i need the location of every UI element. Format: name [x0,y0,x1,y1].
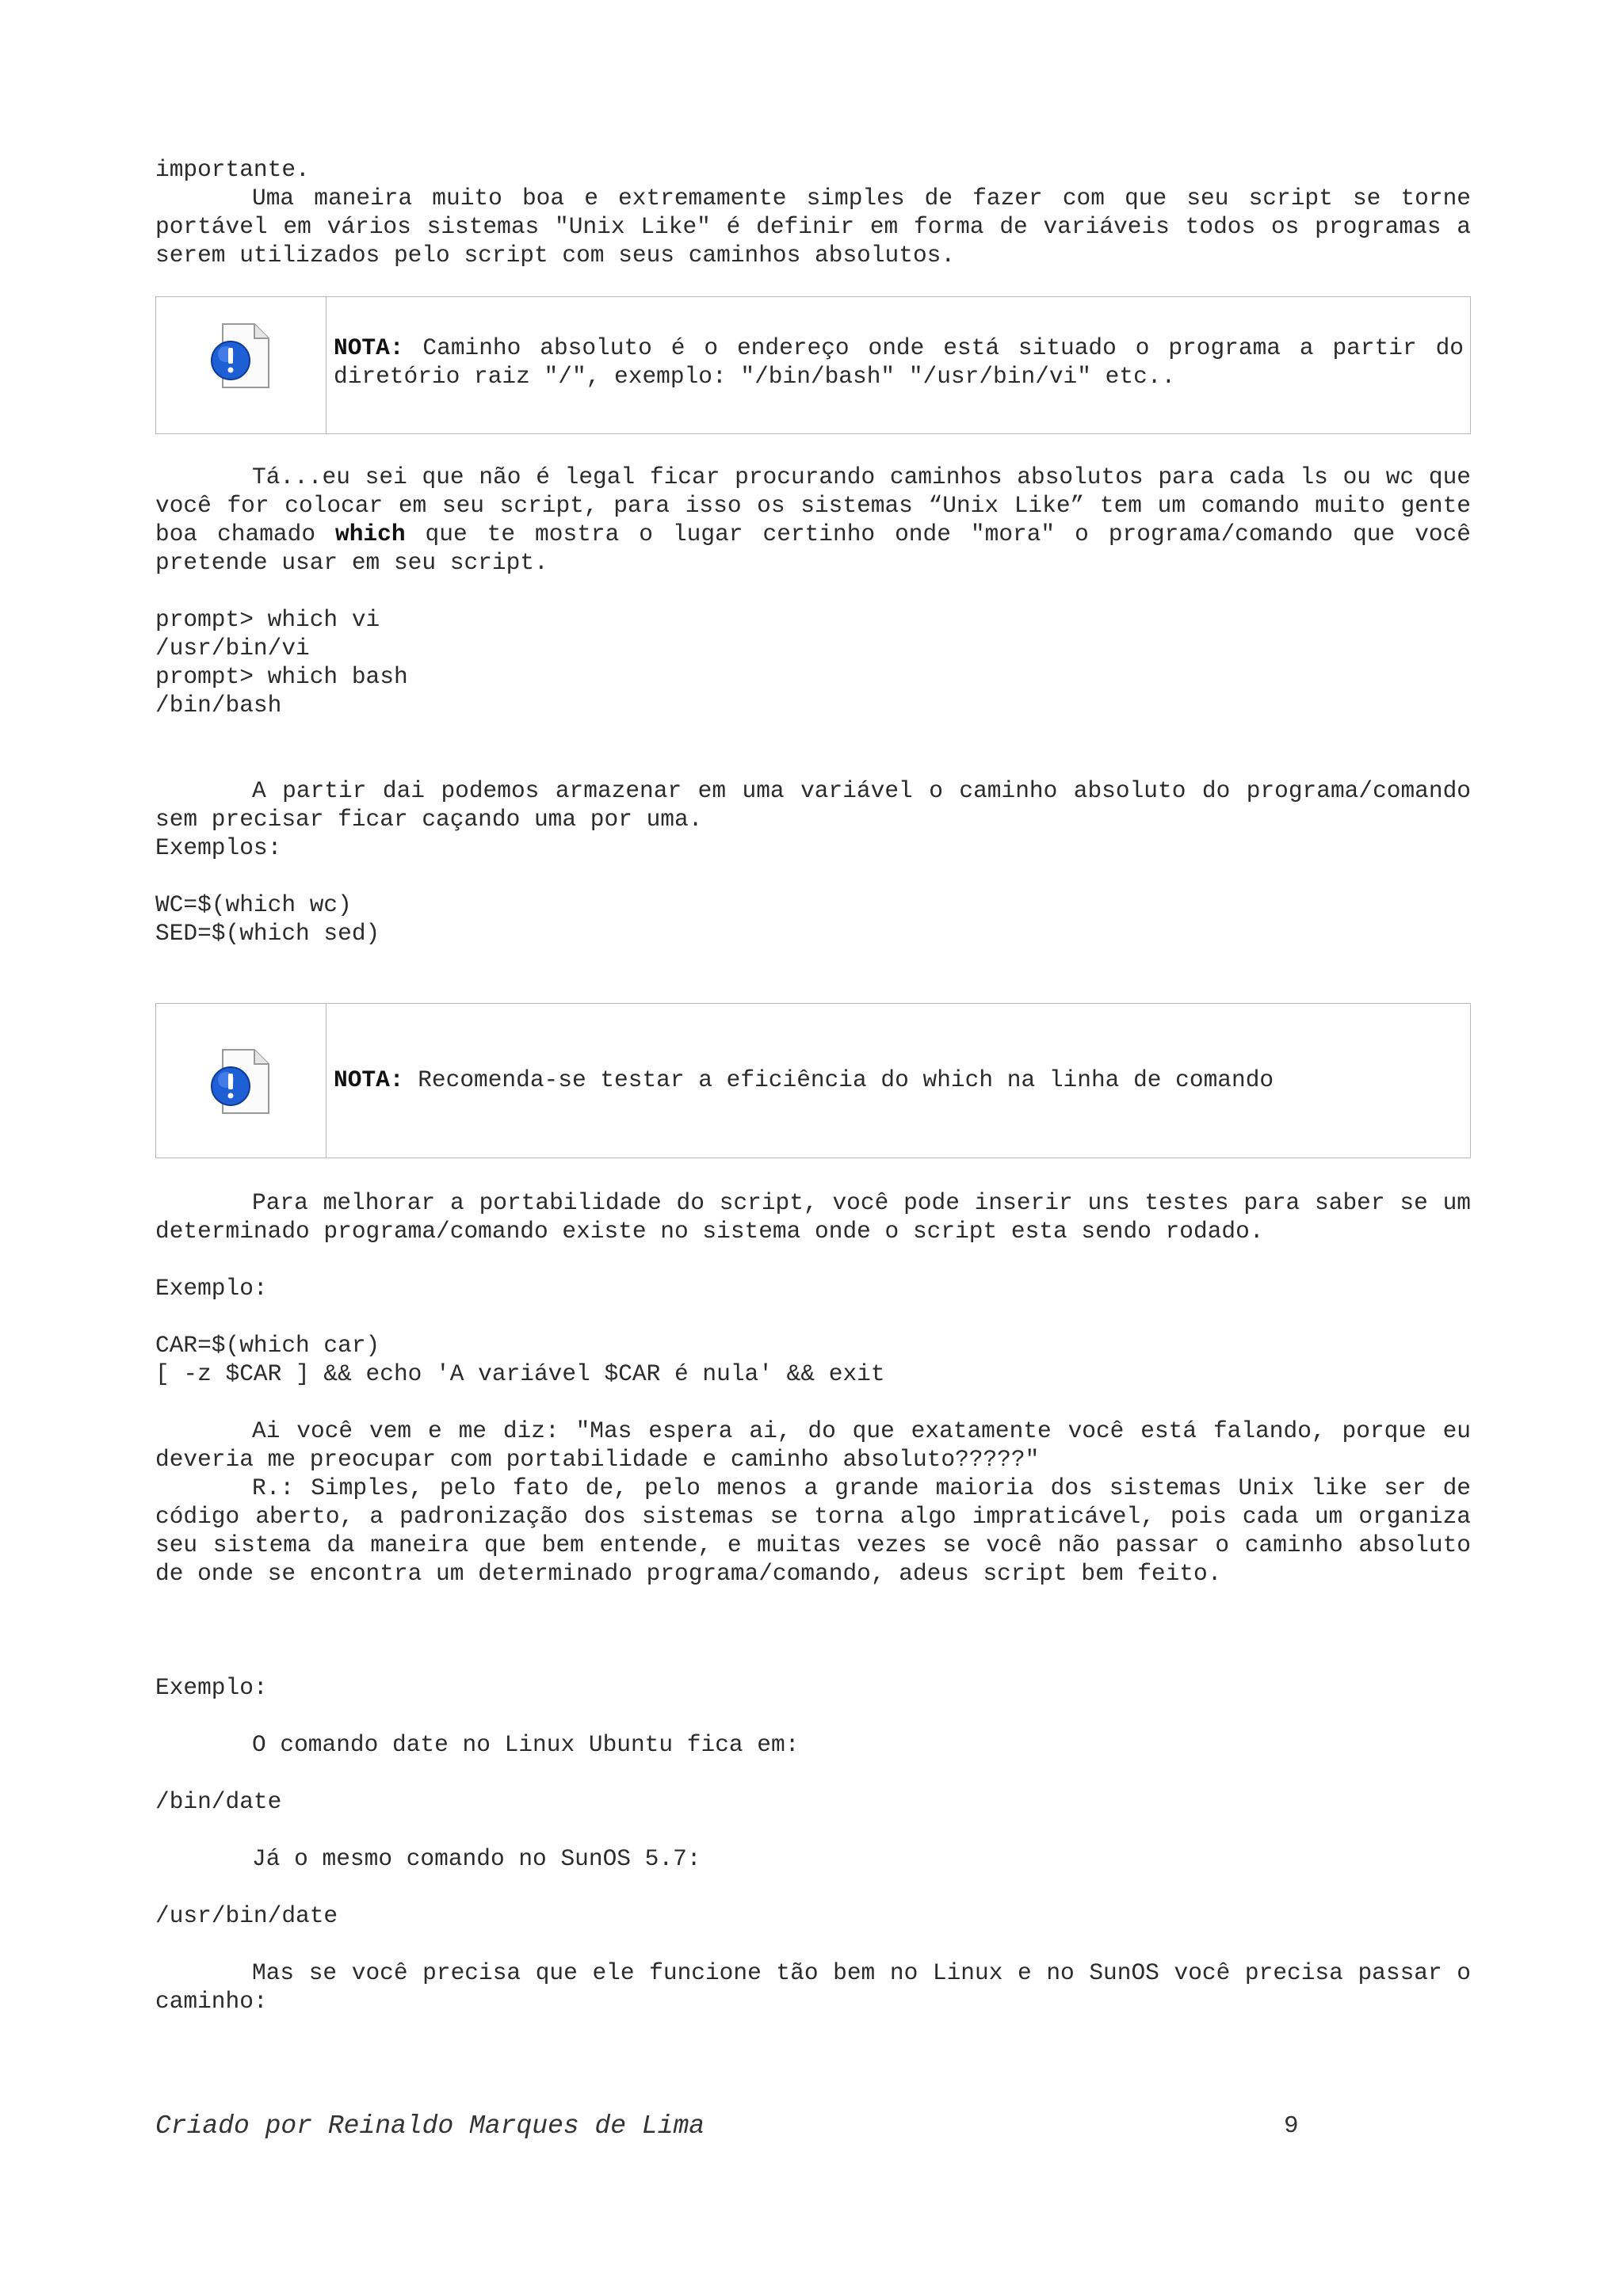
date-paragraph: O comando date no Linux Ubuntu fica em: [252,1731,800,1758]
info-document-icon [208,322,272,389]
page-number: 9 [1284,2112,1299,2140]
note-text [334,334,1464,391]
example-label: Exemplo: [155,1275,268,1302]
code-which-vi [155,605,1471,662]
intro-first-line: importante. [155,156,310,183]
intro-paragraph: Uma maneira muito boa e extremamente simples de fazer com que seu script se torne portável em vários sistemas "Unix Like" é definir em forma de variáveis todos os programas a serem utilizados pelo script com seus caminhos absolutos. [155,185,1471,269]
examples-label: Exemplos: [155,834,282,861]
code-line: /usr/bin/vi [155,635,310,662]
note-icon-cell [156,1004,327,1158]
code-examples [155,891,1471,948]
note-text [334,1066,1464,1094]
code-line: [ -z $CAR ] && echo 'A variável $CAR é nula' && exit [155,1360,885,1387]
which-paragraph-start: Tá...eu sei que não é legal ficar procurando caminhos absolutos para cada ls ou wc que você for colocar em seu script, para isso os sistemas “Unix Like” tem um comando muito gente boa chamado [155,463,1471,547]
path-bin-date: /bin/date [155,1788,282,1815]
portability-paragraph: Para melhorar a portabilidade do script, você pode inserir uns testes para saber se um determinado programa/comando existe no sistema onde o script esta sendo rodado. [155,1189,1471,1245]
note-box [155,1003,1471,1158]
example-label: Exemplo: [155,1674,268,1701]
note-body: Recomenda-se testar a eficiência do which na linha de comando [403,1066,1274,1093]
which-paragraph-end: que te mostra o lugar certinho onde "mora" o programa/comando que você pretende usar em seu script. [155,521,1472,576]
partir-paragraph: A partir dai podemos armazenar em uma variável o caminho absoluto do programa/comando sem precisar ficar caçando uma por uma. [155,777,1471,833]
note-icon-cell [156,297,327,433]
code-which-bash [155,662,1471,719]
footer-author: Criado por Reinaldo Marques de Lima [155,2111,705,2141]
code-line: SED=$(which sed) [155,920,380,947]
answer-paragraph: R.: Simples, pelo fato de, pelo menos a grande maioria dos sistemas Unix like ser de código aberto, a padronização dos sistemas se torna algo impraticável, pois cada um organiza seu sistema da maneira que bem entende, e muitas vezes se você não passar o caminho absoluto de onde se encontra um determinado programa/comando, adeus script bem feito. [155,1474,1471,1587]
code-line: prompt> which vi [155,606,380,633]
code-line: CAR=$(which car) [155,1332,380,1359]
code-line: /bin/bash [155,692,282,719]
which-keyword: which [335,521,406,547]
note-body: Caminho absoluto é o endereço onde está situado o programa a partir do diretório raiz "/", exemplo: "/bin/bash" "/usr/bin/vi" etc.. [334,334,1464,390]
code-line: prompt> which bash [155,663,408,690]
mas-paragraph: Mas se você precisa que ele funcione tão bem no Linux e no SunOS você precisa passar o caminho: [155,1959,1471,2015]
intro-text [155,155,1471,269]
note-label: NOTA: [334,334,404,361]
sunos-paragraph: Já o mesmo comando no SunOS 5.7: [252,1845,701,1872]
ai-paragraph: Ai você vem e me diz: "Mas espera ai, do que exatamente você está falando, porque eu deveria me preocupar com portabilidade e caminho absoluto?????" [155,1417,1471,1473]
info-document-icon [208,1048,272,1115]
code-car-test [155,1331,1471,1388]
path-usr-bin-date: /usr/bin/date [155,1902,338,1929]
note-box [155,296,1471,434]
which-paragraph [155,463,1471,577]
code-line: WC=$(which wc) [155,891,352,918]
note-label: NOTA: [334,1066,404,1093]
